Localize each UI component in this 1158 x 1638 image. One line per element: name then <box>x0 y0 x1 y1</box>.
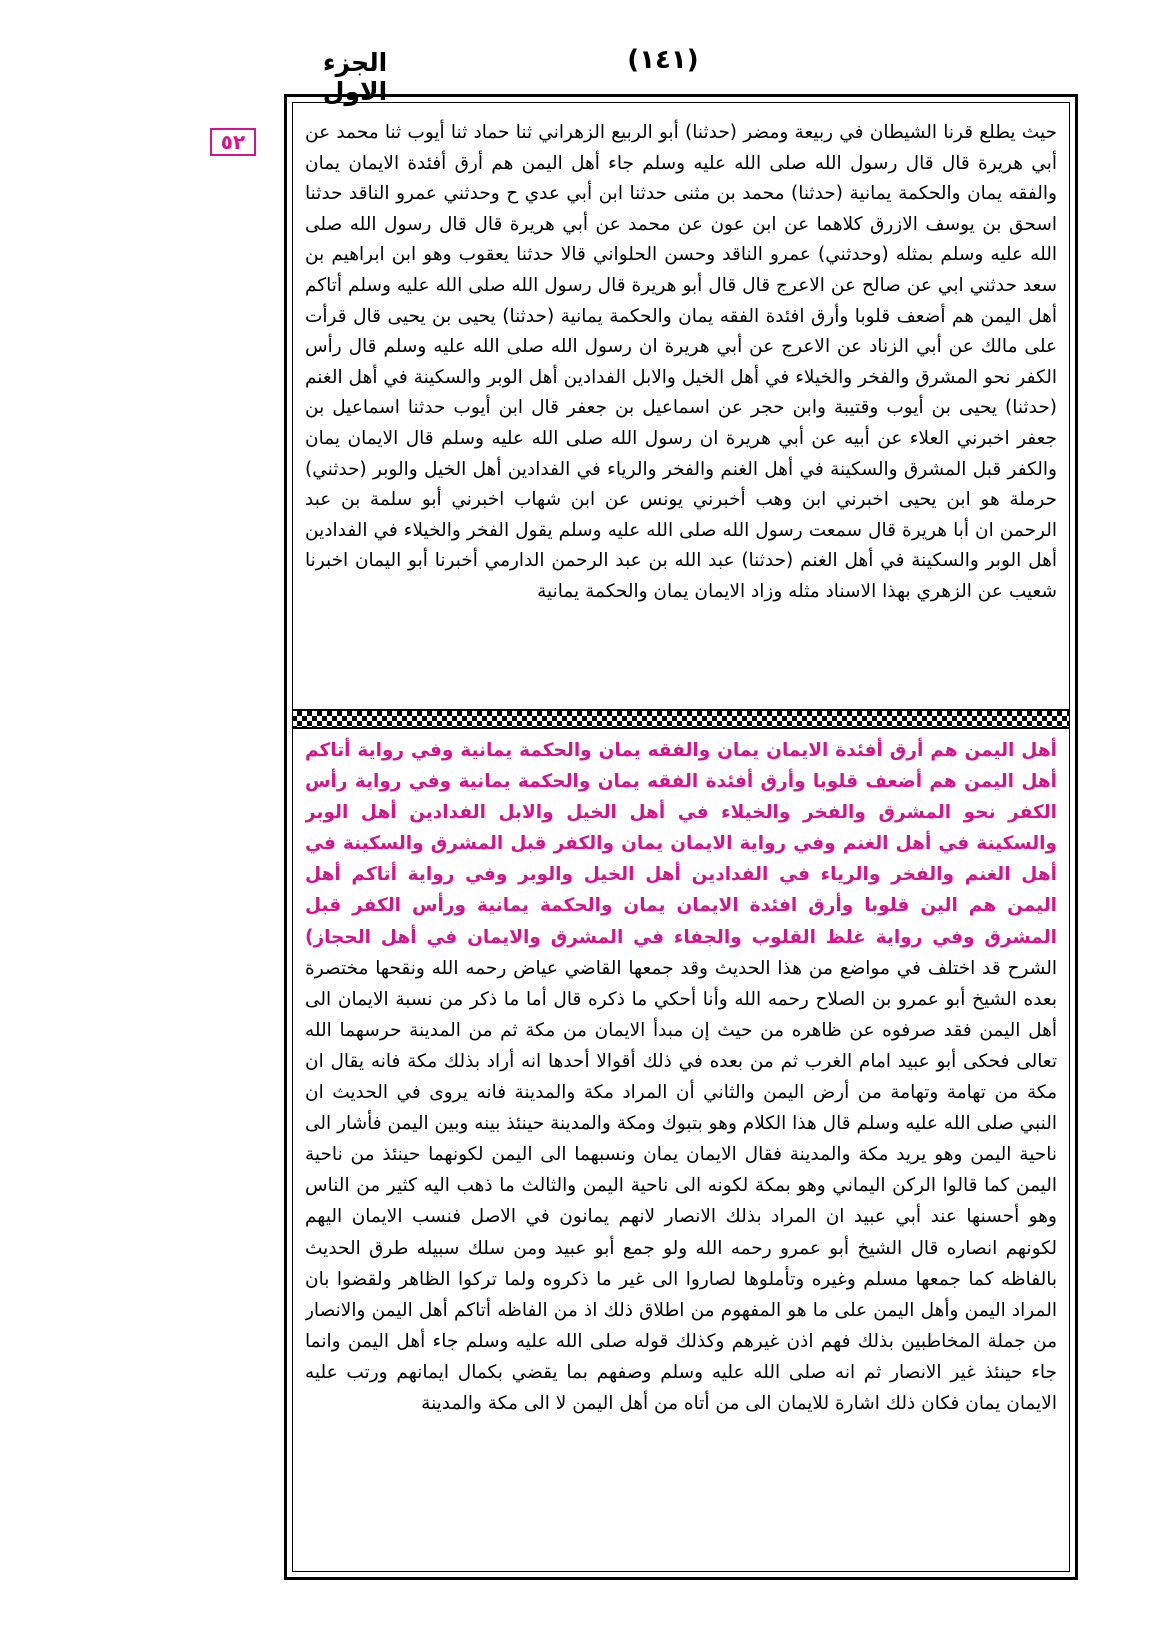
commentary-body-text: الشرح قد اختلف في مواضع من هذا الحديث وقد جمعها القاضي عياض رحمه الله ونقحها مختصرة بعده الشيخ أبو عمرو بن الصلاح رحمه الله وأنا أحكي ما ذكره قال أما ما ذكر من نسبة الايمان الى أهل اليمن فقد صرفوه عن ظاهره من حيث إن مبدأ الايمان من مكة ثم من المدينة حرسهما الله تعالى فحكى أبو عبيد امام الغرب ثم من بعده في ذلك أقوالا أحدها انه أراد بذلك مكة فانه يقال ان مكة من تهامة وتهامة من أرض اليمن والثاني أن المراد مكة والمدينة فانه يروى في الحديث ان النبي صلى الله عليه وسلم قال هذا الكلام وهو بتبوك ومكة والمدينة حينئذ بينه وبين اليمن فأشار الى ناحية اليمن وهو يريد مكة والمدينة فقال الايمان يمان ونسبهما الى اليمن لكونهما حينئذ من ناحية اليمن كما قالوا الركن اليماني وهو بمكة لكونه الى ناحية اليمن والثالث ما ذهب اليه كثير من الناس وهو أحسنها عند أبي عبيد ان المراد بذلك الانصار لانهم يمانون في الاصل فنسب الايمان اليهم لكونهم انصاره قال الشيخ أبو عمرو رحمه الله ولو جمع أبو عبيد ومن سلك سبيله طرق الحديث بالفاظه كما جمعها مسلم وغيره وتأملوها لصاروا الى غير ما ذكروه ولما تركوا الظاهر ولقضوا بان المراد اليمن وأهل اليمن على ما هو المفهوم من اطلاق ذلك اذ من الفاظه أتاكم أهل اليمن والانصار من جملة المخاطبين بذلك فهم اذن غيرهم وكذلك قوله صلى الله عليه وسلم جاء أهل اليمن وانما جاء حينئذ غير الانصار ثم انه صلى الله عليه وسلم وصفهم بما يقضي بكمال ايمانهم ورتب عليه الايمان يمان فكان ذلك اشارة للايمان الى من أتاه من أهل اليمن لا الى مكة والمدينة <box>305 957 1057 1414</box>
commentary-section <box>305 735 1057 1565</box>
commentary-highlighted-text: أهل اليمن هم أرق أفئدة الايمان يمان والفقه يمان والحكمة يمانية وفي رواية أتاكم أهل اليمن هم أضعف قلوبا وأرق أفئدة الفقه يمان والحكمة يمانية وفي رواية رأس الكفر نحو المشرق والفخر والخيلاء في أهل الخيل والابل الفدادين أهل الوبر والسكينة في أهل الغنم وفي رواية الايمان يمان والكفر قبل المشرق والسكينة في أهل الغنم والفخر والرياء في الفدادين أهل الخيل والوبر وفي رواية أتاكم أهل اليمن هم الين قلوبا وأرق افئدة الايمان يمان والحكمة يمانية ورأس الكفر قبل المشرق وفي رواية غلظ القلوب والجفاء في المشرق والايمان في أهل الحجاز) <box>305 740 1057 948</box>
volume-title: الجزء الاول <box>322 48 388 106</box>
page-number: (١٤١) <box>627 45 699 75</box>
hadith-text: حيث يطلع قرنا الشيطان في ربيعة ومضر (حدثنا) أبو الربيع الزهراني ثنا حماد ثنا أيوب ثنا محمد عن أبي هريرة قال قال رسول الله صلى الله عليه وسلم جاء أهل اليمن هم أرق أفئدة الايمان يمان والفقه يمان والحكمة يمانية (حدثنا) محمد بن مثنى حدثنا ابن أبي عدي ح وحدثني عمرو الناقد حدثنا اسحق بن يوسف الازرق كلاهما عن ابن عون عن محمد عن أبي هريرة قال قال رسول الله صلى الله عليه وسلم بمثله (وحدثني) عمرو الناقد وحسن الحلواني قالا حدثنا يعقوب وهو ابن ابراهيم بن سعد حدثني ابي عن صالح عن الاعرج قال قال أبو هريرة قال رسول الله صلى الله عليه وسلم أتاكم أهل اليمن هم أضعف قلوبا وأرق افئدة الفقه يمان والحكمة يمانية (حدثنا) يحيى بن يحيى قال قرأت على مالك عن أبي الزناد عن الاعرج عن أبي هريرة ان رسول الله صلى الله عليه وسلم قال رأس الكفر نحو المشرق والفخر والخيلاء في أهل الخيل والابل الفدادين أهل الوبر والسكينة في أهل الغنم (حدثنا) يحيى بن أيوب وقتيبة وابن حجر عن اسماعيل بن جعفر قال ابن أيوب حدثنا اسماعيل بن جعفر اخبرني العلاء عن أبيه عن أبي هريرة ان رسول الله صلى الله عليه وسلم قال الايمان يمان والكفر قبل المشرق والسكينة في أهل الغنم والفخر والرياء في الفدادين أهل الخيل والوبر (حدثني) حرملة هو ابن يحيى اخبرني ابن وهب أخبرني يونس عن ابن شهاب اخبرني أبو سلمة بن عبد الرحمن ان أبا هريرة قال سمعت رسول الله صلى الله عليه وسلم يقول الفخر والخيلاء في الفدادين أهل الوبر والسكينة في أهل الغنم (حدثنا) عبد الله بن عبد الرحمن الدارمي أخبرنا أبو اليمان اخبرنا شعيب عن الزهري بهذا الاسناد مثله وزاد الايمان يمان والحكمة يمانية <box>305 122 1057 602</box>
checkered-divider <box>292 709 1070 729</box>
hadith-section-number: ٥٢ <box>210 128 256 156</box>
